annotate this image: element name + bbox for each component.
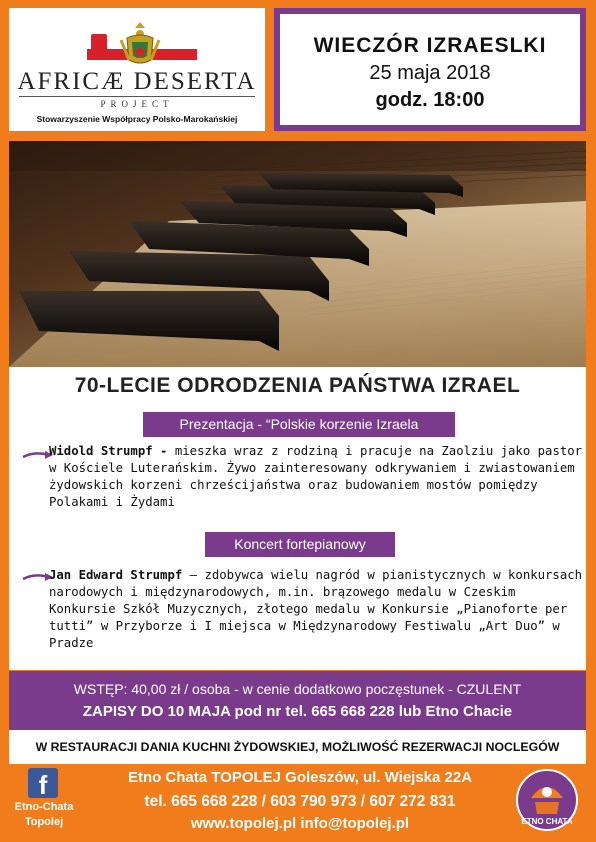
- presentation-label: Prezentacja - “Polskie korzenie Izraela: [143, 412, 455, 437]
- admission-price: WSTĘP: 40,00 zł / osoba - w cenie dodatkowo poczęstunek - CZULENT: [73, 681, 522, 697]
- logo-divider: [19, 96, 255, 97]
- main-content: [9, 367, 586, 670]
- admission-band: [9, 671, 586, 730]
- pianist-description: [49, 567, 584, 652]
- etno-chata-logo-icon: [515, 768, 579, 832]
- logo-text: ETNO CHATA: [521, 817, 573, 826]
- event-date: 25 maja 2018: [369, 62, 491, 84]
- venue-address: Etno Chata TOPOLEJ Goleszów, ul. Wiejska 22A: [127, 769, 473, 786]
- moroccan-crest-icon: [119, 20, 161, 66]
- restaurant-notice: W RESTAURACJI DANIA KUCHNI ŻYDOWSKIEJ, MOŻLIWOŚĆ REZERWACJI NOCLEGÓW: [9, 730, 586, 764]
- polish-eagle-icon: [91, 34, 107, 56]
- website-email[interactable]: www.topolej.pl info@topolej.pl: [190, 815, 410, 832]
- piano-photo: [9, 141, 586, 367]
- logo-subtitle: Stowarzyszenie Współpracy Polsko-Marokańskiej: [36, 114, 238, 124]
- logo-project: PROJECT: [100, 99, 174, 109]
- presenter-bio: mieszka wraz z rodziną i pracuje na Zaolziu jako pastor w Kościele Luterańskim. Żywo zainteresowany odkrywaniem i zwiastowaniem żydowskich korzeni chrześcijaństwa oraz budowaniem mostów pomiędzy Polakami i Żydami: [49, 444, 583, 509]
- event-time: godz. 18:00: [375, 89, 485, 111]
- registration-info: ZAPISY DO 10 MAJA pod nr tel. 665 668 228 lub Etno Chacie: [82, 703, 513, 720]
- main-heading: 70-LECIE ODRODZENIA PAŃSTWA IZRAEL: [74, 374, 521, 397]
- pianist-name: Jan Edward Strumpf: [49, 568, 183, 582]
- presenter-description: [49, 443, 584, 511]
- event-panel: [274, 8, 586, 131]
- pianist-bio: – zdobywca wielu nagród w pianistycznych w konkursach narodowych i międzynarodowych, m.in. brązowego medalu w Czeskim Konkursie Szkół Muzycznych, złotego medalu w Konkursie „Pianoforte per tutti” w Przyborze i I miejsca w Międzynarodowy Festiwalu „Art Duo” w Pradze: [49, 568, 583, 650]
- piano-keys-illustration: [9, 141, 586, 367]
- facebook-label[interactable]: Etno-Chata Topolej: [14, 801, 74, 828]
- event-title: WIECZÓR IZRAESLKI: [313, 34, 547, 57]
- logo-title: AFRICÆ DESERTA: [17, 68, 257, 95]
- phone-numbers: tel. 665 668 228 / 603 790 973 / 607 272 831: [144, 793, 456, 810]
- concert-label: Koncert fortepianowy: [205, 532, 395, 557]
- facebook-icon[interactable]: f: [28, 768, 58, 798]
- presenter-name: Widold Strumpf -: [49, 444, 168, 458]
- logo-panel: [9, 8, 265, 131]
